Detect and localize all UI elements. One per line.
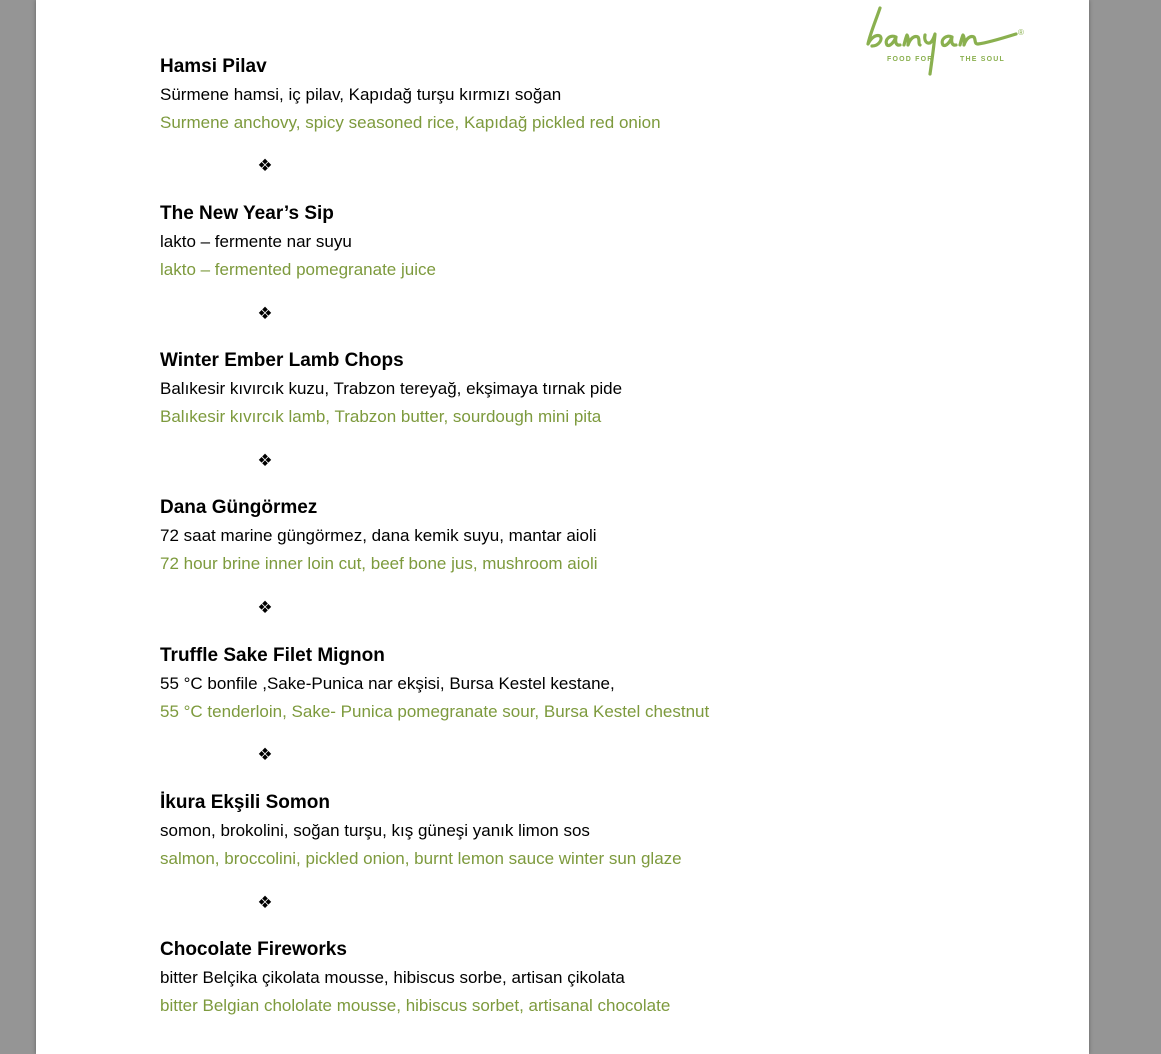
menu-item-english: lakto – fermented pomegranate juice: [160, 260, 436, 279]
menu-item-turkish: somon, brokolini, soğan turşu, kış güneşi yanık limon sos: [160, 821, 590, 840]
menu-item-title: Chocolate Fireworks: [160, 939, 347, 960]
menu-item-turkish: Sürmene hamsi, iç pilav, Kapıdağ turşu kırmızı soğan: [160, 85, 562, 104]
menu-item-title: Dana Güngörmez: [160, 497, 318, 518]
menu-item: [160, 347, 960, 431]
separator-icon: ❖: [257, 304, 273, 323]
menu-item: [160, 200, 960, 284]
menu-item-turkish: 55 °C bonfile ,Sake-Punica nar ekşisi, Bursa Kestel kestane,: [160, 674, 615, 693]
menu-item-title: Winter Ember Lamb Chops: [160, 350, 404, 371]
menu-item-english: Balıkesir kıvırcık lamb, Trabzon butter, sourdough mini pita: [160, 407, 602, 426]
menu-item-title: Hamsi Pilav: [160, 56, 267, 77]
separator-icon: ❖: [257, 745, 273, 764]
menu-item-english: salmon, broccolini, pickled onion, burnt lemon sauce winter sun glaze: [160, 849, 682, 868]
menu-item-english: Surmene anchovy, spicy seasoned rice, Kapıdağ pickled red onion: [160, 113, 661, 132]
separator-icon: ❖: [257, 156, 273, 175]
menu-item-turkish: Balıkesir kıvırcık kuzu, Trabzon tereyağ, ekşimaya tırnak pide: [160, 379, 623, 398]
menu-item: [160, 53, 960, 137]
menu-item-title: Truffle Sake Filet Mignon: [160, 645, 385, 666]
menu-item-english: bitter Belgian chololate mousse, hibiscus sorbet, artisanal chocolate: [160, 996, 671, 1015]
menu-item-turkish: lakto – fermente nar suyu: [160, 232, 352, 251]
menu-item: [160, 494, 960, 578]
menu-item: [160, 789, 960, 873]
document-page: [36, 0, 1089, 1054]
menu-item-title: İkura Ekşili Somon: [160, 792, 330, 813]
menu-item-turkish: bitter Belçika çikolata mousse, hibiscus sorbe, artisan çikolata: [160, 968, 625, 987]
separator-icon: ❖: [257, 598, 273, 617]
separator-icon: ❖: [257, 893, 273, 912]
menu-item-title: The New Year’s Sip: [160, 203, 334, 224]
menu-item-turkish: 72 saat marine güngörmez, dana kemik suyu, mantar aioli: [160, 526, 597, 545]
logo-tagline-right: THE SOUL: [960, 56, 1005, 63]
menu-item: [160, 642, 960, 726]
separator-icon: ❖: [257, 451, 273, 470]
logo-tagline-left: FOOD FOR: [887, 56, 934, 63]
menu-item-english: 72 hour brine inner loin cut, beef bone jus, mushroom aioli: [160, 554, 598, 573]
menu-item-english: 55 °C tenderloin, Sake- Punica pomegranate sour, Bursa Kestel chestnut: [160, 702, 710, 721]
registered-mark: ®: [1018, 28, 1024, 37]
menu-item: [160, 936, 960, 1020]
